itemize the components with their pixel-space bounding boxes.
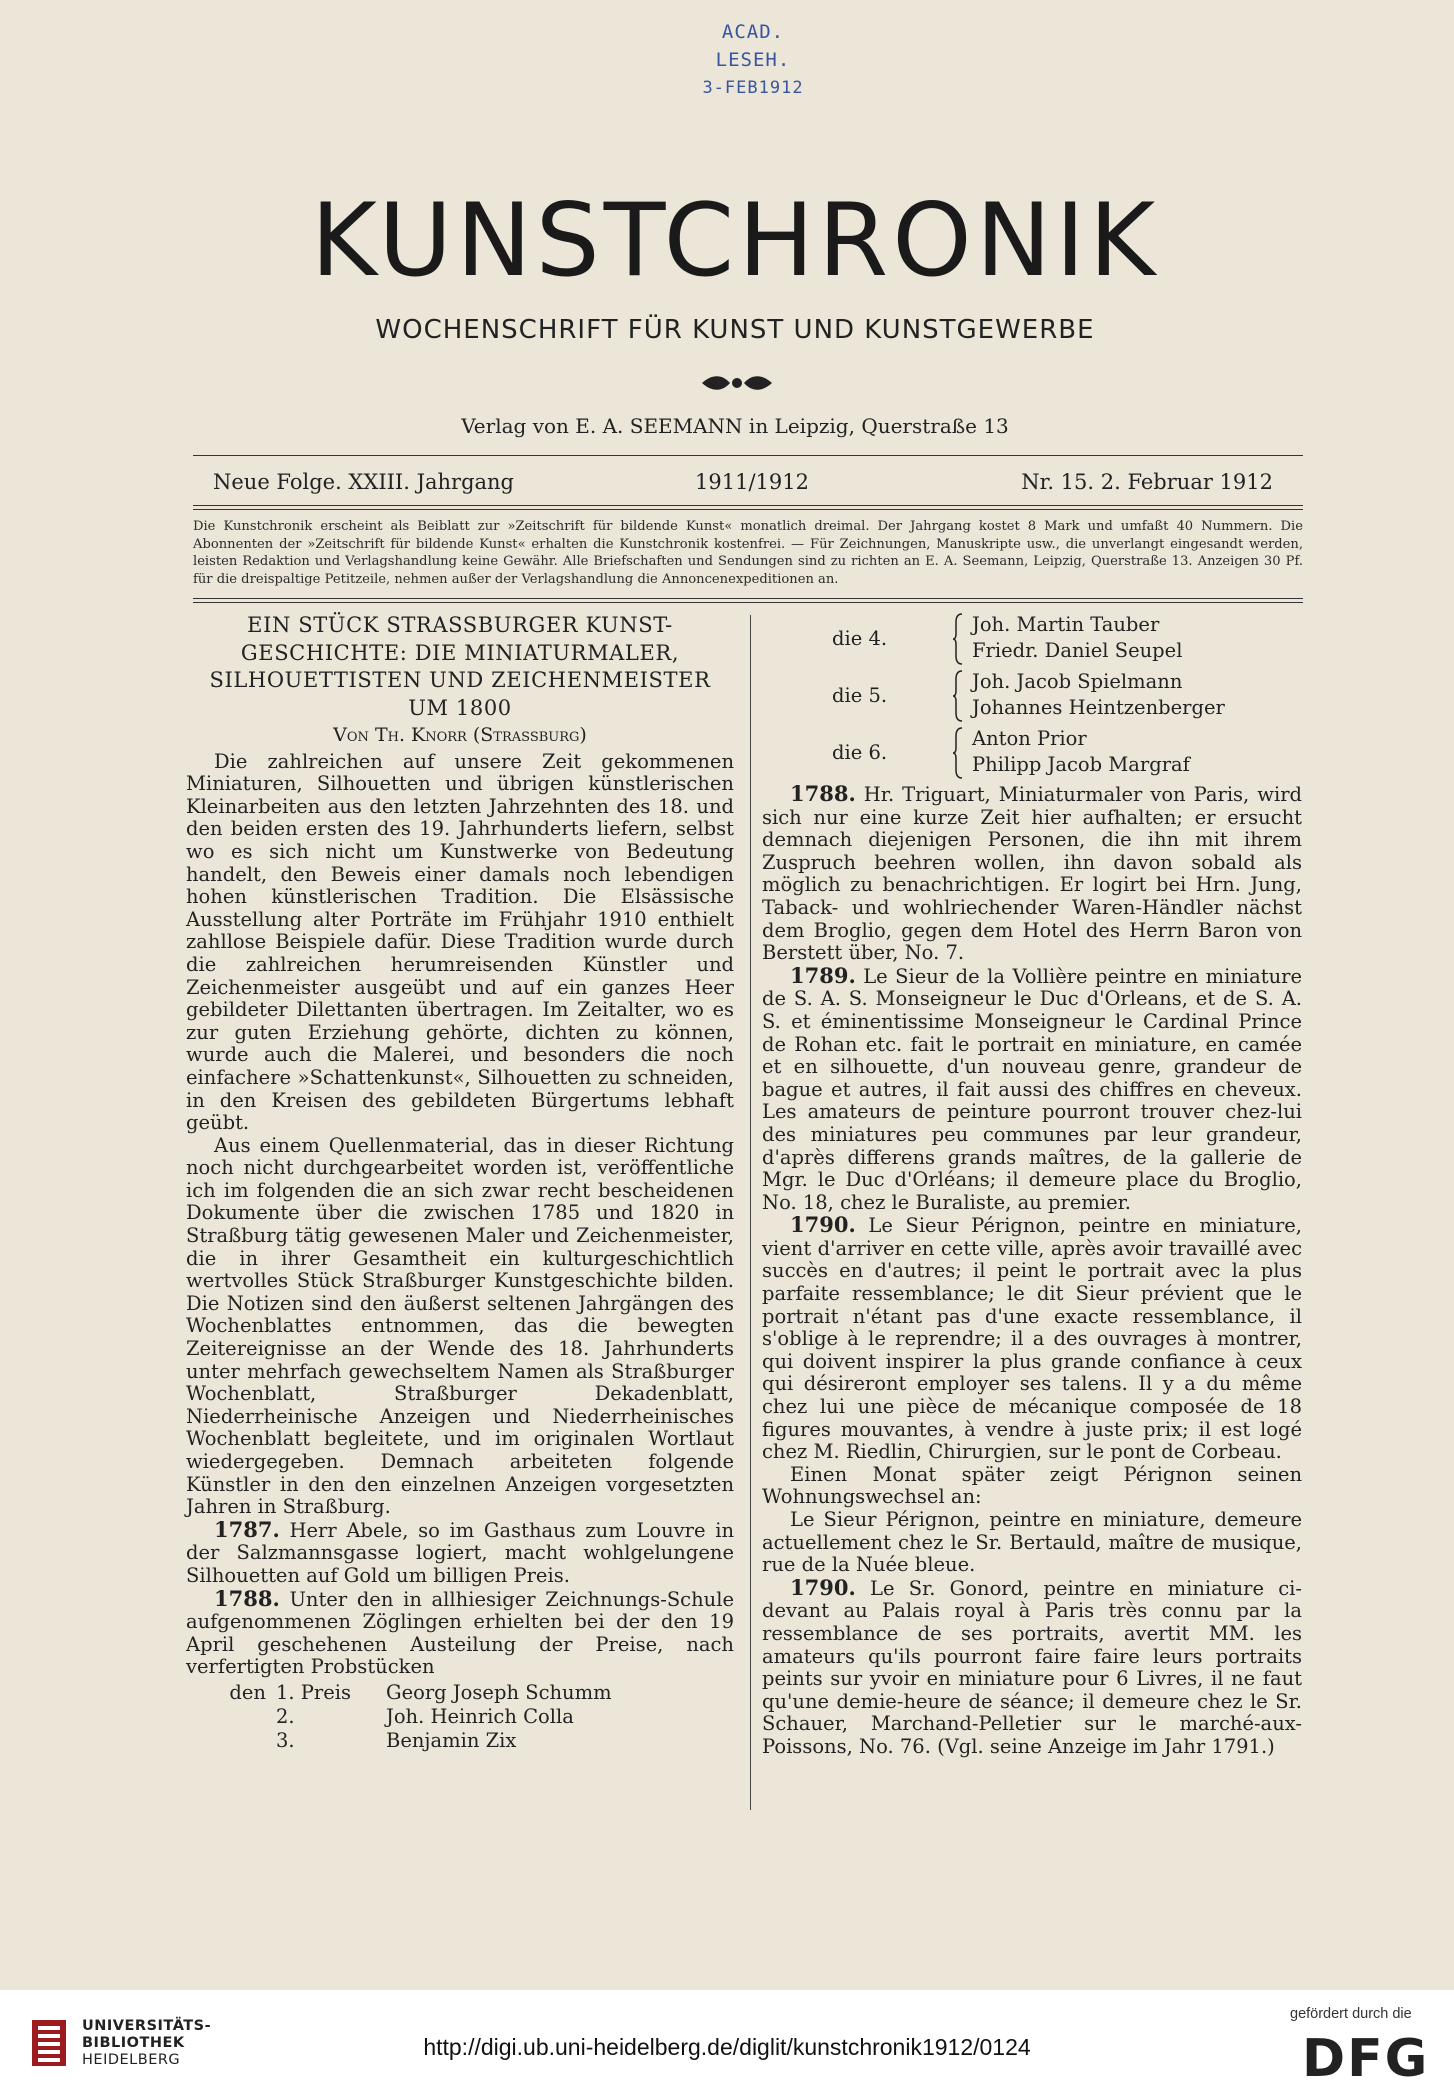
prize-row <box>186 1705 734 1729</box>
prize-prefix <box>186 1705 276 1729</box>
source-url[interactable]: http://digi.ub.uni-heidelberg.de/diglit/kunstchronik1912/0124 <box>423 2034 1031 2060</box>
dfg-logo: DFG <box>1302 2029 1430 2089</box>
prize-group <box>762 669 1302 726</box>
brace-icon <box>952 669 964 723</box>
group-names <box>972 612 1182 664</box>
journal-subtitle: WOCHENSCHRIFT FÜR KUNST UND KUNSTGEWERBE <box>375 315 1095 345</box>
prize-row <box>186 1729 734 1753</box>
group-label: die 5. <box>832 684 888 707</box>
group-name: Friedr. Daniel Seupel <box>972 639 1183 662</box>
years-info: 1911/1912 <box>695 470 809 494</box>
brace-icon <box>952 726 964 780</box>
entry-year: 1790. <box>790 1212 856 1238</box>
paragraph: Einen Monat später zeigt Pérignon seinen Wohnungswechsel an: <box>762 1462 1302 1509</box>
stamp-line-1: ACAD. LESEH. <box>715 21 791 71</box>
prize-place: 2. <box>276 1704 295 1728</box>
library-line: UNIVERSITÄTS- <box>82 2018 212 2034</box>
prize-group <box>762 612 1302 669</box>
entry-text: Le Sieur de la Vollière peintre en miniature de S. A. S. Monseigneur le Duc d'Orleans, et de S. A. S. et éminentissime Monseigneur le Cardinal Prince de Rohan etc. fait le portrait en miniature, en camée et en silhouette, d'un nouveau genre, grandeur de bague et autres, il fait aussi des chiffres en cheveux. Les amateurs de peinture pourront trouver chez-lui des miniatures peu communes par leur grandeur, d'après differens grands maîtres, de la gallerie de Mgr. le Duc d'Orléans; il demeure place du Broglio, No. 18, chez le Buraliste, au premier. <box>762 964 1302 1214</box>
group-name: Johannes Heintzenberger <box>972 696 1225 719</box>
group-name: Anton Prior <box>972 727 1087 750</box>
divider <box>193 455 1303 456</box>
prize-place: 1. Preis <box>276 1680 352 1704</box>
journal-title: KUNSTCHRONIK <box>310 181 1160 299</box>
entry-text: Unter den in allhiesiger Zeichnungs-Schule aufgenommenen Zöglingen erhielten bei der den 19 April geschehenen Austeilung der Preise, nach verfertigten Probstücken <box>186 1587 734 1679</box>
group-name: Joh. Martin Tauber <box>972 613 1160 636</box>
entry-1788 <box>186 1585 734 1679</box>
group-name: Joh. Jacob Spielmann <box>972 670 1183 693</box>
prize-prefix <box>186 1729 276 1753</box>
prize-row <box>186 1681 734 1705</box>
funding-note: gefördert durch die <box>1290 2006 1412 2022</box>
entry-1788-triguart <box>762 783 1302 965</box>
prize-list <box>186 1681 734 1753</box>
divider <box>193 598 1303 603</box>
entry-year: 1788. <box>214 1585 280 1611</box>
group-names <box>972 669 1225 721</box>
entry-text: Hr. Triguart, Miniaturmaler von Paris, wird sich nur eine kurze Zeit hier aufhalten; er ersucht demnach diejenigen Personen, die ihn mit ihrem Zuspruch beehren wollen, ihn davon sobald als möglich zu benachrichtigen. Er logirt bei Hrn. Jung, Taback- und wohlriechender Waren-Händler nächst dem Broglio, gegen dem Hotel des Herrn Baron von Berstett über, No. 7. <box>762 783 1302 965</box>
paragraph: Die zahlreichen auf unsere Zeit gekommenen Miniaturen, Silhouetten und übrigen künstlerischen Kleinarbeiten aus den letzten Jahrzehnten des 18. und den beiden ersten des 19. Jahrhunderts liefern, selbst wo es sich nicht um Kunstwerke von Bedeutung handelt, den Beweis einer damals noch lebendigen hohen künstlerischen Tradition. Die Elsässische Ausstellung alter Porträte im Frühjahr 1910 enthielt zahllose Beispiele dafür. Diese Tradition wurde durch die zahlreichen herumreisenden Künstler und Zeichenmeister ausgeübt und auf ein ganzes Heer gebildeter Dilettanten übertragen. Im Zeitalter, wo es zur guten Erziehung gehörte, dichten zu können, wurde auch die Malerei, und besonders die noch einfachere »Schattenkunst«, Silhouetten zu schneiden, in den Kreisen des gebildeten Bürgertums lebhaft geübt. <box>186 749 734 1135</box>
prize-name: Georg Joseph Schumm <box>386 1680 612 1704</box>
prize-prefix: den <box>229 1680 266 1704</box>
entry-1789 <box>762 962 1302 1215</box>
entry-year: 1790. <box>790 1574 856 1600</box>
stamp-date: 3-FEB1912 <box>702 78 804 98</box>
publisher-line: Verlag von E. A. SEEMANN in Leipzig, Querstraße 13 <box>461 414 1009 438</box>
entry-text: Herr Abele, so im Gasthaus zum Louvre in der Salzmannsgasse logiert, macht wohlgelungene Silhouetten auf Gold um billigen Preis. <box>186 1518 734 1587</box>
divider <box>193 505 1303 510</box>
paragraph: Aus einem Quellenmaterial, das in dieser Richtung noch nicht durchgearbeitet worden ist, veröffentliche ich im folgenden die an sich zwar recht bescheidenen Dokumente über die zwischen 1785 und 1820 in Straßburg tätig gewesenen Maler und Zeichenmeister, die in ihrer Gesamtheit ein kulturgeschichtlich wertvolles Stück Straßburger Kunstgeschichte bilden. Die Notizen sind den äußerst seltenen Jahrgängen des Wochenblattes entnommen, das die bewegten Zeitereignisse an der Wende des 18. Jahrhunderts unter mehrfach gewechseltem Namen als Straßburger Wochenblatt, Straßburger Dekadenblatt, Niederrheinische Anzeigen und Niederrheinisches Wochenblatt begleitete, und im originalen Wortlaut wiedergegeben. Demnach arbeiteten folgende Künstler in den den einzelnen Anzeigen vorgesetzten Jahren in Straßburg. <box>186 1133 734 1519</box>
left-column <box>186 612 734 1753</box>
library-stamp <box>688 18 818 102</box>
group-name: Philipp Jacob Margraf <box>972 753 1190 776</box>
library-line: HEIDELBERG <box>82 2052 181 2068</box>
entry-1790-perignon <box>762 1214 1302 1464</box>
group-label: die 4. <box>832 627 888 650</box>
library-line: BIBLIOTHEK <box>82 2035 185 2051</box>
brace-icon <box>952 612 964 666</box>
article-byline: Von Th. Knorr (Straßburg) <box>333 724 587 746</box>
subscription-notice: Die Kunstchronik erscheint als Beiblatt zur »Zeitschrift für bildende Kunst« monatlich dreimal. Der Jahrgang kostet 8 Mark und umfaßt 40 Nummern. Die Abonnenten der »Zeitschrift für bildende Kunst« erhalten die Kunstchronik kostenfrei. — Für Zeichnungen, Manuskripte usw., die unverlangt eingesandt werden, leisten Redaktion und Verlagshandlung keine Gewähr. Alle Briefschaften und Sendungen sind zu richten an E. A. Seemann, Leipzig, Querstraße 13. Anzeigen 30 Pf. für die dreispaltige Petitzeile, nehmen außer der Verlagshandlung die Annoncenexpeditionen an. <box>193 519 1303 587</box>
entry-year: 1789. <box>790 962 856 988</box>
series-info: Neue Folge. XXIII. Jahrgang <box>213 470 515 494</box>
group-names <box>972 726 1190 778</box>
entry-1787 <box>186 1516 734 1588</box>
right-column <box>762 612 1302 1759</box>
group-label: die 6. <box>832 741 888 764</box>
entry-text: Le Sr. Gonord, peintre en miniature ci-devant au Palais royal à Paris très connu par la ressemblance de ses portraits, avertit MM. les amateurs qu'ils pourront faire faire leurs portraits peints sur yvoir en miniature pour 6 Livres, il ne faut qu'une demie-heure de séance; il demeure chez le Sr. Schauer, Marchand-Pelletier sur le marché-aux-Poissons, No. 76. (Vgl. seine Anzeige im Jahr 1791.) <box>762 1576 1302 1758</box>
entry-1790-gonord <box>762 1574 1302 1759</box>
quoted-notice: Le Sieur Pérignon, peintre en miniature, demeure actuellement chez le Sr. Bertauld, maître de musique, rue de la Nuée bleue. <box>762 1508 1302 1577</box>
article-heading: EIN STÜCK STRASSBURGER KUNST-GESCHICHTE: DIE MINIATURMALER, SILHOUETTISTEN UND ZEICHENMEISTER UM 1800 <box>209 613 711 720</box>
issue-number: Nr. 15. 2. Februar 1912 <box>1021 470 1273 494</box>
prize-group <box>762 726 1302 783</box>
prize-name: Benjamin Zix <box>386 1728 517 1752</box>
entry-year: 1788. <box>790 781 856 806</box>
column-divider <box>750 615 751 1810</box>
prize-name: Joh. Heinrich Colla <box>386 1704 574 1728</box>
ornament-icon <box>700 372 774 394</box>
prize-place: 3. <box>276 1728 295 1752</box>
entry-text: Le Sieur Pérignon, peintre en miniature, vient d'arriver en cette ville, après avoir travaillé avec succès en d'autres; il peint le portrait avec la plus parfaite ressemblance; le dit Sieur prévient que le portrait n'étant pas d'une exacte ressemblance, il s'oblige à le reprendre; il a des ouvrages à montrer, qui doivent inspirer la plus grande confiance à ceux qui désireront employer ses talens. Il y a du même chez lui une pièce de mécanique composée de 18 figures mouvantes, à vendre à juste prix; il est logé chez M. Riedlin, Chirurgien, sur le pont de Corbeau. <box>762 1214 1302 1464</box>
entry-year: 1787. <box>214 1516 280 1542</box>
